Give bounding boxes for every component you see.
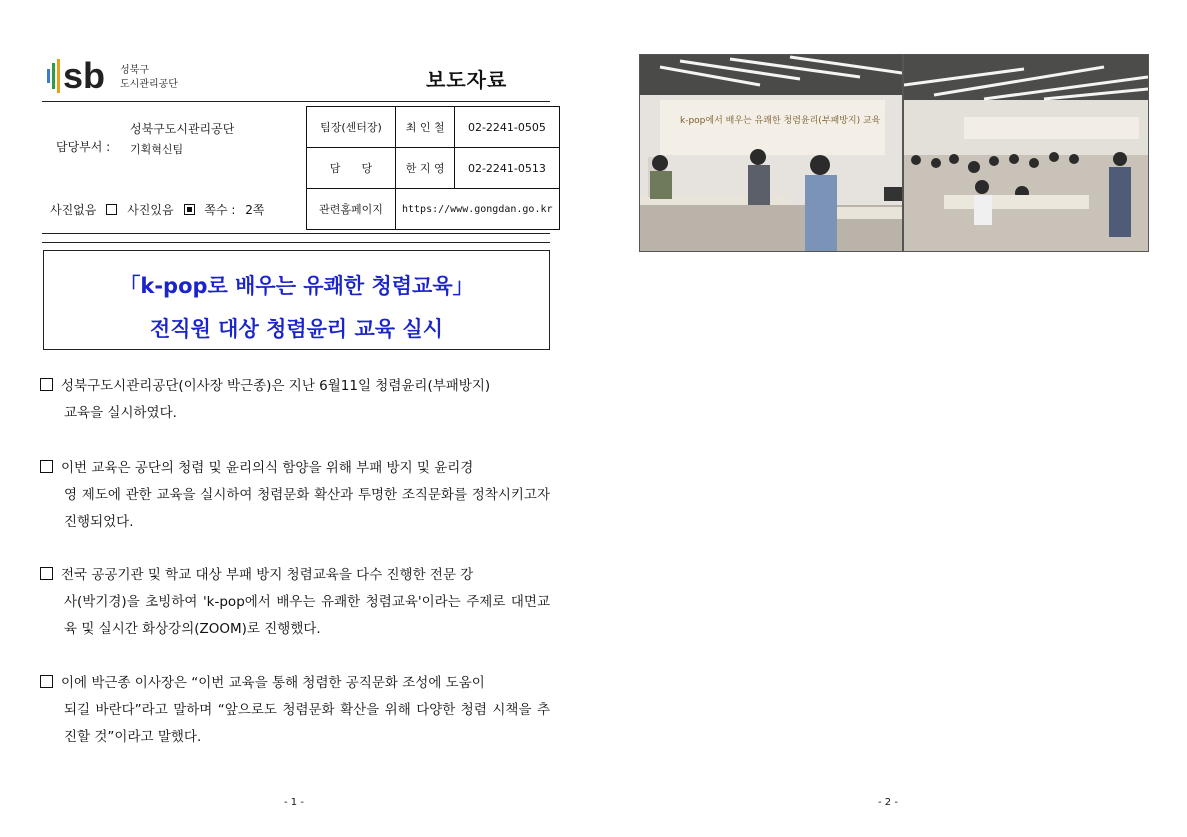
contact-role: 팀장(센터장) xyxy=(307,107,396,148)
paragraph xyxy=(40,670,550,751)
header-bottom-divider xyxy=(42,233,550,234)
org-name: 성북구도시관리공단 xyxy=(130,122,235,136)
page-number-1: - 1 - xyxy=(284,797,304,808)
contact-name: 한 지 영 xyxy=(396,148,455,189)
homepage-url[interactable]: https://www.gongdan.go.kr xyxy=(396,189,560,230)
paragraph-rest: 사(박기경)을 초빙하여 'k-pop에서 배우는 유쾌한 청렴교육'이라는 주제로 대면교육 및 실시간 화상강의(ZOOM)로 진행했다. xyxy=(64,594,550,637)
contact-phone: 02-2241-0505 xyxy=(455,107,559,148)
pages-value: 2쪽 xyxy=(245,203,265,217)
photo-has-label: 사진있음 xyxy=(127,203,174,217)
banner-text: k-pop에서 배우는 유쾌한 청렴윤리(부패방지) 교육 xyxy=(680,116,881,126)
dept-label: 담당부서 : xyxy=(56,140,111,154)
bullet-box-icon xyxy=(40,460,53,473)
logo-line1: 성북구 xyxy=(120,65,149,76)
headline-line2: 전직원 대상 청렴윤리 교육 실시 xyxy=(150,317,443,341)
paragraph-first-line: 성북구도시관리공단(이사장 박근종)은 지난 6월11일 청렴윤리(부패방지) xyxy=(61,378,491,394)
photo-none-label: 사진없음 xyxy=(50,203,97,217)
headline-box xyxy=(43,250,550,350)
paragraph-rest: 영 제도에 관한 교육을 실시하여 청렴문화 확산과 투명한 조직문화를 정착시키고자 진행되었다. xyxy=(64,487,550,530)
logo-mark-text: sb xyxy=(63,55,106,96)
contact-role: 담 당 xyxy=(307,148,396,189)
page-number-2: - 2 - xyxy=(878,797,898,808)
paragraph-first-line: 이번 교육은 공단의 청렴 및 윤리의식 함양을 위해 부패 방지 및 윤리경 xyxy=(61,460,474,476)
header-bottom-divider-2 xyxy=(42,242,550,243)
contact-row xyxy=(307,148,560,189)
paragraph-first-line: 이에 박근종 이사장은 “이번 교육을 통해 청렴한 공직문화 조성에 도움이 xyxy=(61,675,485,691)
bullet-box-icon xyxy=(40,378,53,391)
contact-name: 최 인 철 xyxy=(396,107,455,148)
contact-phone: 02-2241-0513 xyxy=(455,148,559,189)
bullet-box-icon xyxy=(40,675,53,688)
paragraph-rest: 되길 바란다”라고 말하며 “앞으로도 청렴문화 확산을 위해 다양한 청렴 시책을 추진할 것”이라고 말했다. xyxy=(64,702,550,745)
doc-type-title: 보도자료 xyxy=(426,68,508,92)
photo-has-checkbox xyxy=(184,204,195,215)
dept-name: 기획혁신팀 xyxy=(130,143,184,156)
photo-options xyxy=(50,201,271,218)
pages-label: 쪽수 : xyxy=(204,203,236,217)
paragraph xyxy=(40,373,550,427)
photo-none-checkbox xyxy=(106,204,117,215)
homepage-label: 관련홈페이지 xyxy=(307,189,396,230)
event-photo-1 xyxy=(639,54,903,252)
paragraph xyxy=(40,455,550,536)
headline-line1: 「k-pop로 배우는 유쾌한 청렴교육」 xyxy=(119,274,474,298)
logo-text xyxy=(120,64,178,92)
contact-row xyxy=(307,107,560,148)
logo-mark xyxy=(44,55,124,97)
contact-table xyxy=(306,106,560,230)
paragraph-rest: 교육을 실시하였다. xyxy=(64,405,177,421)
event-photo-2 xyxy=(903,54,1149,252)
homepage-row xyxy=(307,189,560,230)
paragraph-first-line: 전국 공공기관 및 학교 대상 부패 방지 청렴교육을 다수 진행한 전문 강 xyxy=(61,567,474,583)
paragraph xyxy=(40,562,550,643)
logo-line2: 도시관리공단 xyxy=(120,79,178,90)
bullet-box-icon xyxy=(40,567,53,580)
header-divider xyxy=(42,101,550,102)
